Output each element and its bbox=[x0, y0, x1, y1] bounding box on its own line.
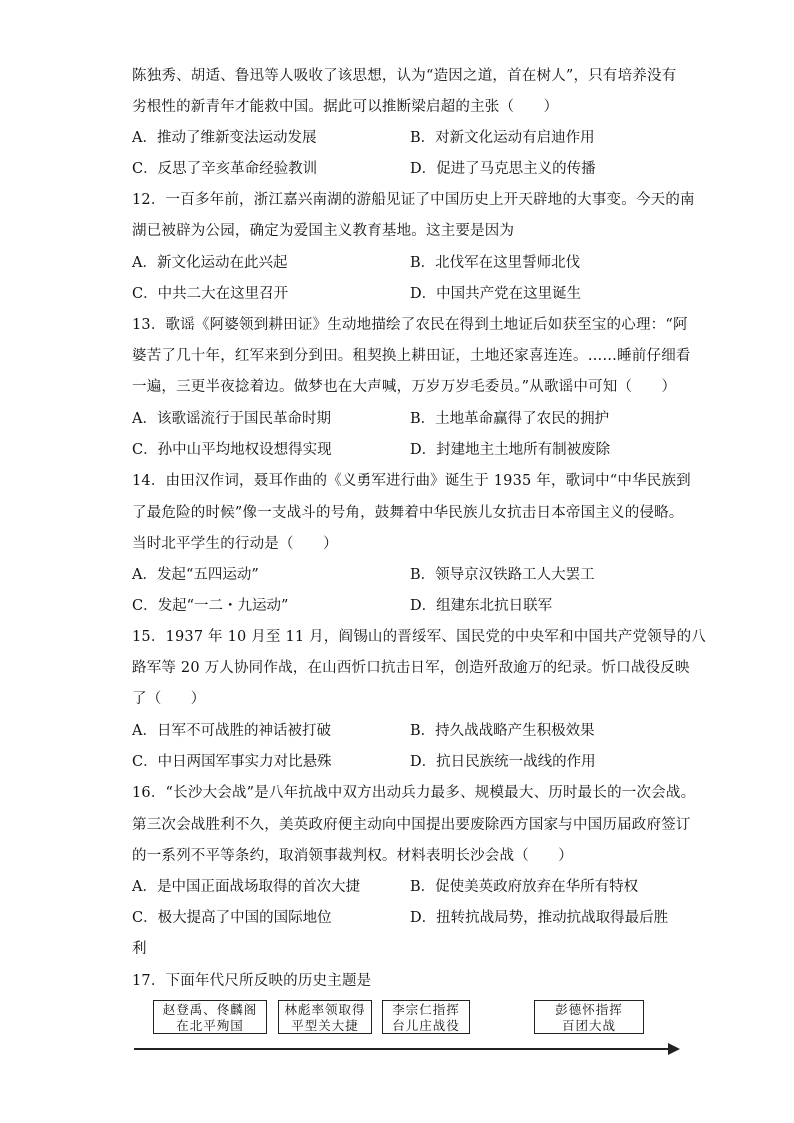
timeline-box-2 bbox=[278, 1000, 372, 1034]
q11-option-d[interactable]: D．促进了马克思主义的传播 bbox=[410, 161, 596, 177]
q12-option-b[interactable]: B．北伐军在这里誓师北伐 bbox=[410, 255, 581, 271]
q16-option-d-continued: 利 bbox=[132, 941, 147, 957]
q13-text-line3: 一遍，三更半夜捻着边。做梦也在大声喊，万岁万岁毛委员。”从歌谣中可知（ ） bbox=[132, 379, 677, 395]
timeline-axis bbox=[134, 1048, 674, 1050]
q14-text-line3: 当时北平学生的行动是（ ） bbox=[132, 536, 338, 552]
q14-text-line2: 了最危险的时候”像一支战斗的号角，鼓舞着中华民族儿女抗击日本帝国主义的侵略。 bbox=[132, 505, 684, 521]
timeline-box-1-line1: 赵登禹、佟麟阁 bbox=[162, 1002, 258, 1017]
q12-option-a[interactable]: A．新文化运动在此兴起 bbox=[132, 255, 288, 271]
q12-option-c[interactable]: C．中共二大在这里召开 bbox=[132, 286, 289, 302]
q13-text-line2: 婆苦了几十年，红军来到分到田。租契换上耕田证，土地还家喜连连。……睡前仔细看 bbox=[132, 348, 691, 364]
q16-text-line1: 16．“长沙大会战”是八年抗战中双方出动兵力最多、规模最大、历时最长的一次会战。 bbox=[132, 785, 696, 801]
q14-text-line1: 14．由田汉作词，聂耳作曲的《义勇军进行曲》诞生于 1935 年，歌词中“中华民族到 bbox=[132, 473, 691, 489]
q16-option-a[interactable]: A．是中国正面战场取得的首次大捷 bbox=[132, 879, 360, 895]
q11-text-line2: 劣根性的新青年才能救中国。据此可以推断梁启超的主张（ ） bbox=[132, 99, 559, 115]
q11-text-line1: 陈独秀、胡适、鲁迅等人吸收了该思想，认为“造因之道，首在树人”，只有培养没有 bbox=[132, 68, 677, 84]
q15-option-c[interactable]: C．中日两国军事实力对比悬殊 bbox=[132, 754, 332, 770]
q14-option-a[interactable]: A．发起“五四运动” bbox=[132, 567, 259, 583]
timeline-box-3-line1: 李宗仁指挥 bbox=[392, 1002, 460, 1017]
q16-option-d[interactable]: D．扭转抗战局势，推动抗战取得最后胜 bbox=[410, 910, 669, 926]
q13-text-line1: 13．歌谣《阿婆领到耕田证》生动地描绘了农民在得到土地证后如获至宝的心理：“阿 bbox=[132, 317, 688, 333]
q12-option-d[interactable]: D．中国共产党在这里诞生 bbox=[410, 286, 582, 302]
timeline-box-2-line2: 平型关大捷 bbox=[291, 1018, 359, 1033]
q13-option-c[interactable]: C．孙中山平均地权设想得实现 bbox=[132, 442, 332, 458]
q16-option-b[interactable]: B．促使美英政府放弃在华所有特权 bbox=[410, 879, 639, 895]
timeline-box-4-line1: 彭德怀指挥 bbox=[555, 1002, 623, 1017]
q17-text-line1: 17．下面年代尺所反映的历史主题是 bbox=[132, 973, 372, 989]
q11-option-b[interactable]: B．对新文化运动有启迪作用 bbox=[410, 130, 595, 146]
q14-option-d[interactable]: D．组建东北抗日联军 bbox=[410, 598, 553, 614]
q15-text-line1: 15．1937 年 10 月至 11 月，阎锡山的晋绥军、国民党的中央军和中国共产党领导的八 bbox=[132, 629, 706, 645]
timeline-box-1-line2: 在北平殉国 bbox=[176, 1018, 244, 1033]
timeline-box-1 bbox=[153, 1000, 267, 1034]
timeline-box-3 bbox=[382, 1000, 470, 1034]
q14-option-b[interactable]: B．领导京汉铁路工人大罢工 bbox=[410, 567, 595, 583]
timeline-arrow-head-icon bbox=[668, 1043, 680, 1055]
q11-option-a[interactable]: A．推动了维新变法运动发展 bbox=[132, 130, 317, 146]
q15-option-b[interactable]: B．持久战战略产生积极效果 bbox=[410, 723, 595, 739]
q16-option-c[interactable]: C．极大提高了中国的国际地位 bbox=[132, 910, 332, 926]
q14-option-c[interactable]: C．发起“一二・九运动” bbox=[132, 598, 289, 614]
q15-text-line3: 了（ ） bbox=[132, 691, 206, 707]
q11-option-c[interactable]: C．反思了辛亥革命经验教训 bbox=[132, 161, 318, 177]
timeline-box-3-line2: 台儿庄战役 bbox=[392, 1018, 460, 1033]
q12-text-line2: 湖已被辟为公园，确定为爱国主义教育基地。这主要是因为 bbox=[132, 223, 515, 239]
timeline-box-4-line2: 百团大战 bbox=[561, 1018, 616, 1033]
q13-option-a[interactable]: A．该歌谣流行于国民革命时期 bbox=[132, 411, 331, 427]
q13-option-b[interactable]: B．土地革命赢得了农民的拥护 bbox=[410, 411, 610, 427]
timeline-box-4 bbox=[534, 1000, 644, 1034]
q15-option-a[interactable]: A．日军不可战胜的神话被打破 bbox=[132, 723, 331, 739]
q16-text-line2: 第三次会战胜利不久，美英政府便主动向中国提出要废除西方国家与中国历届政府签订 bbox=[132, 817, 691, 833]
q13-option-d[interactable]: D．封建地主土地所有制被废除 bbox=[410, 442, 611, 458]
q16-text-line3: 的一系列不平等条约，取消领事裁判权。材料表明长沙会战（ ） bbox=[132, 848, 573, 864]
q12-text-line1: 12．一百多年前，浙江嘉兴南湖的游船见证了中国历史上开天辟地的大事变。今天的南 bbox=[132, 192, 695, 208]
q15-text-line2: 路军等 20 万人协同作战，在山西忻口抗击日军，创造歼敌逾万的纪录。忻口战役反映 bbox=[132, 660, 690, 676]
timeline-box-2-line1: 林彪率领取得 bbox=[284, 1002, 366, 1017]
q15-option-d[interactable]: D．抗日民族统一战线的作用 bbox=[410, 754, 596, 770]
